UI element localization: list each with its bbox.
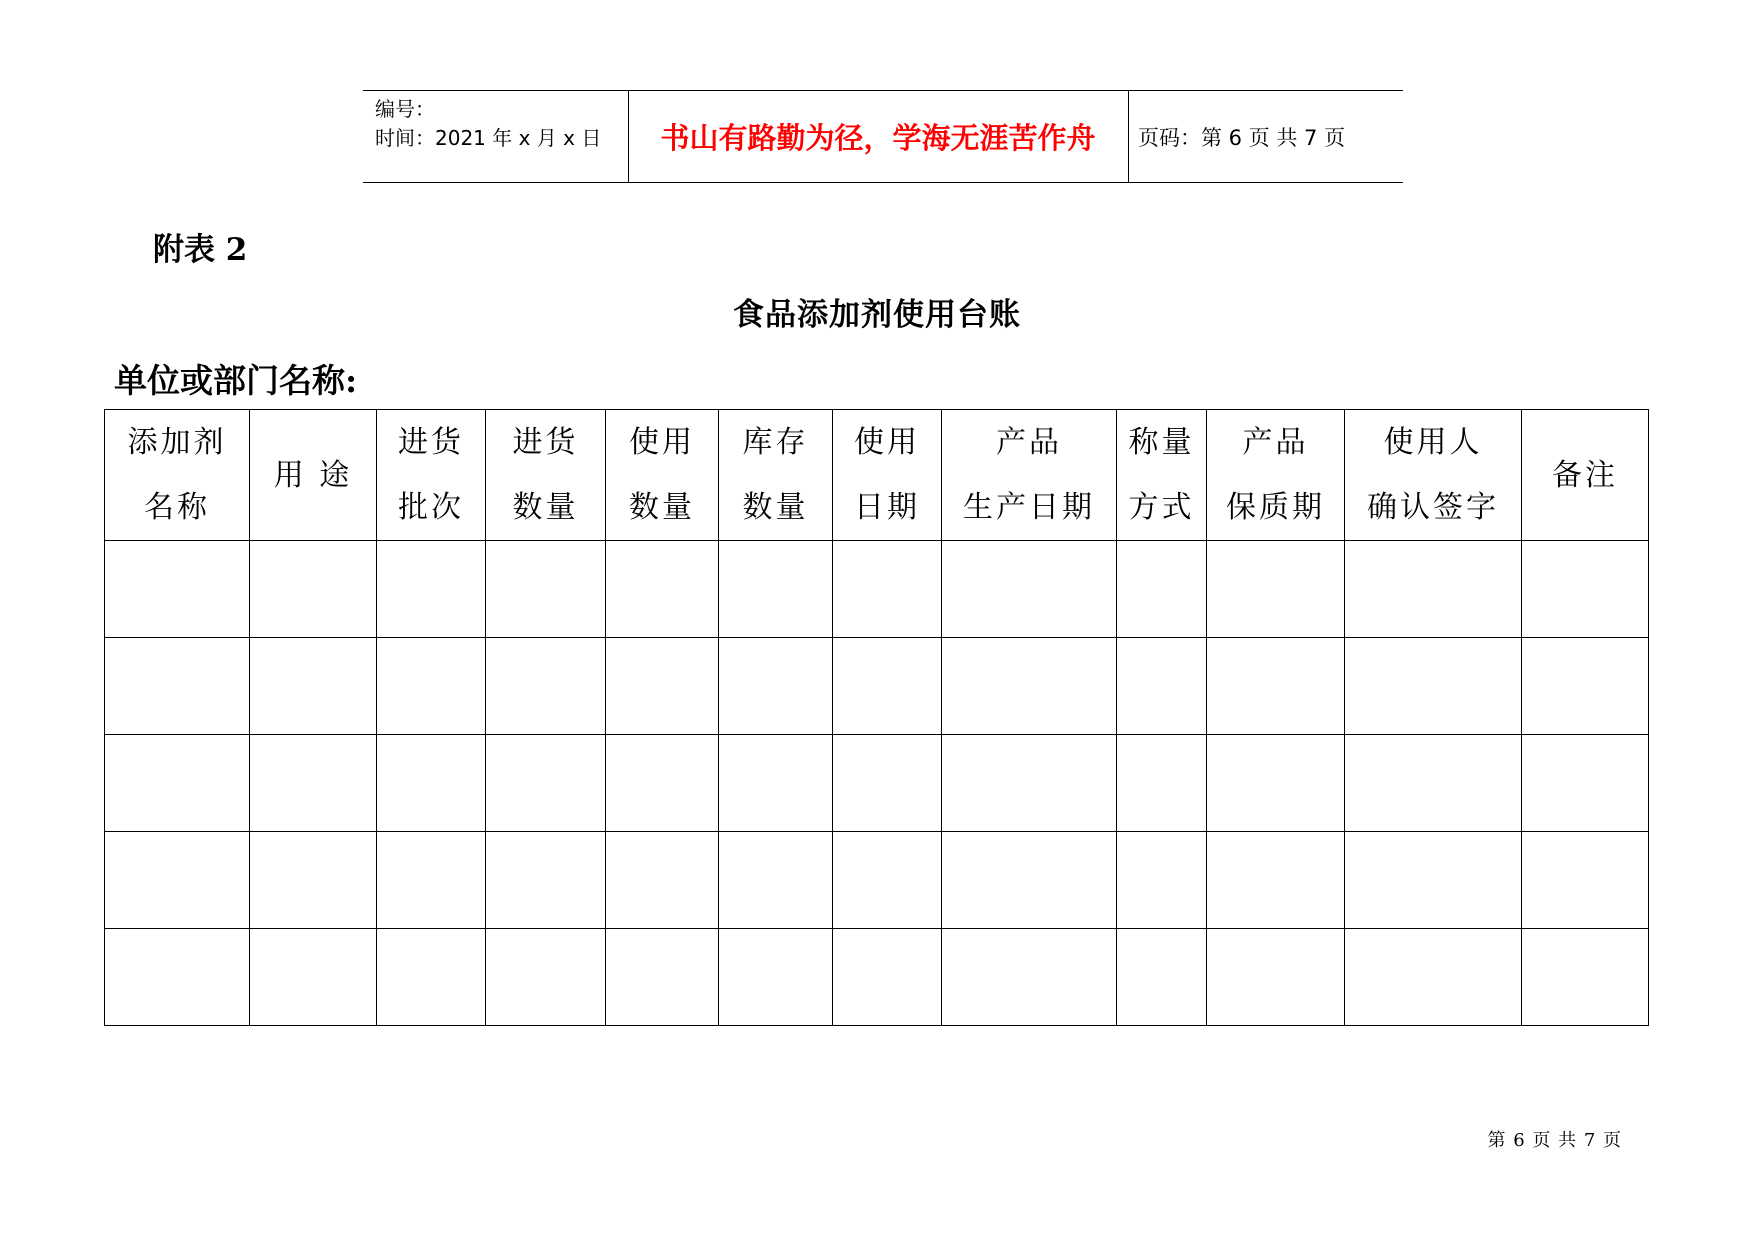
column-header <box>1117 410 1207 541</box>
column-header-line: 数量 <box>512 490 579 525</box>
column-header-line: 名称 <box>144 490 210 525</box>
column-header <box>1345 410 1522 541</box>
column-header-line: 日期 <box>854 490 920 525</box>
column-header-line: 方式 <box>1128 490 1195 525</box>
table-row <box>105 541 1649 638</box>
table-cell[interactable] <box>833 735 942 832</box>
table-cell[interactable] <box>719 735 833 832</box>
table-cell[interactable] <box>942 929 1117 1026</box>
table-cell[interactable] <box>1345 735 1522 832</box>
table-cell[interactable] <box>606 929 719 1026</box>
column-header <box>377 410 486 541</box>
table-cell[interactable] <box>606 541 719 638</box>
table-cell[interactable] <box>1117 735 1207 832</box>
column-header-line: 备注 <box>1552 457 1618 493</box>
table-row <box>105 929 1649 1026</box>
header-divider <box>628 91 629 182</box>
table-cell[interactable] <box>105 638 250 735</box>
header-motto: 书山有路勤为径，学海无涯苦作舟 <box>660 121 1096 155</box>
table-cell[interactable] <box>719 832 833 929</box>
table-cell[interactable] <box>486 735 606 832</box>
column-header-line: 库存 <box>742 425 809 460</box>
column-header <box>606 410 719 541</box>
table-cell[interactable] <box>719 638 833 735</box>
column-header-line: 确认签字 <box>1367 490 1499 525</box>
table-cell[interactable] <box>833 638 942 735</box>
table-cell[interactable] <box>1207 735 1345 832</box>
table-cell[interactable] <box>1522 832 1649 929</box>
table-cell[interactable] <box>1117 638 1207 735</box>
table-cell[interactable] <box>377 735 486 832</box>
document-title: 食品添加剂使用台账 <box>733 297 1021 333</box>
table-row <box>105 735 1649 832</box>
table-cell[interactable] <box>1522 735 1649 832</box>
table-cell[interactable] <box>1117 929 1207 1026</box>
table-cell[interactable] <box>377 638 486 735</box>
table-cell[interactable] <box>377 832 486 929</box>
table-cell[interactable] <box>942 735 1117 832</box>
header-divider <box>1128 91 1129 182</box>
column-header-line: 使用 <box>629 425 695 460</box>
table-cell[interactable] <box>250 638 377 735</box>
table-cell[interactable] <box>1117 541 1207 638</box>
table-cell[interactable] <box>942 832 1117 929</box>
page-footer: 第 6 页 共 7 页 <box>1487 1130 1622 1151</box>
column-header-line: 保质期 <box>1226 490 1325 525</box>
table-row <box>105 638 1649 735</box>
column-header-line: 生产日期 <box>963 490 1095 525</box>
table-cell[interactable] <box>1345 638 1522 735</box>
table-cell[interactable] <box>250 735 377 832</box>
table-cell[interactable] <box>606 638 719 735</box>
table-cell[interactable] <box>377 929 486 1026</box>
column-header-line: 产品 <box>996 425 1062 460</box>
table-cell[interactable] <box>833 832 942 929</box>
table-cell[interactable] <box>1207 832 1345 929</box>
column-header-line: 数量 <box>629 490 695 525</box>
table-cell[interactable] <box>1522 541 1649 638</box>
column-header <box>250 410 377 541</box>
table-cell[interactable] <box>105 832 250 929</box>
table-cell[interactable] <box>105 541 250 638</box>
table-header-row <box>105 410 1649 541</box>
column-header <box>105 410 250 541</box>
table-cell[interactable] <box>1522 638 1649 735</box>
table-cell[interactable] <box>1345 929 1522 1026</box>
column-header <box>942 410 1117 541</box>
table-cell[interactable] <box>105 929 250 1026</box>
table-cell[interactable] <box>942 541 1117 638</box>
table-cell[interactable] <box>1207 638 1345 735</box>
table-cell[interactable] <box>486 541 606 638</box>
table-cell[interactable] <box>1207 541 1345 638</box>
table-cell[interactable] <box>833 929 942 1026</box>
additive-ledger-table <box>104 409 1649 1026</box>
time-label: 时间：2021 年 x 月 x 日 <box>375 126 602 150</box>
table-cell[interactable] <box>250 832 377 929</box>
page-header <box>363 90 1403 183</box>
column-header-line: 添加剂 <box>127 425 227 460</box>
column-header-line: 称量 <box>1128 425 1195 460</box>
number-label: 编号： <box>375 97 435 121</box>
table-row <box>105 832 1649 929</box>
table-cell[interactable] <box>1345 541 1522 638</box>
column-header-line: 批次 <box>398 490 464 525</box>
table-cell[interactable] <box>1117 832 1207 929</box>
column-header <box>1207 410 1345 541</box>
table-cell[interactable] <box>606 735 719 832</box>
table-cell[interactable] <box>486 929 606 1026</box>
unit-name-label: 单位或部门名称: <box>114 361 358 400</box>
table-cell[interactable] <box>486 832 606 929</box>
column-header-line: 用 途 <box>273 457 353 493</box>
table-cell[interactable] <box>377 541 486 638</box>
header-meta <box>375 95 601 153</box>
table-cell[interactable] <box>942 638 1117 735</box>
column-header <box>719 410 833 541</box>
column-header <box>833 410 942 541</box>
table-body <box>105 541 1649 1026</box>
table-cell[interactable] <box>1345 832 1522 929</box>
column-header-line: 数量 <box>742 490 809 525</box>
table-cell[interactable] <box>1522 929 1649 1026</box>
column-header <box>1522 410 1649 541</box>
table-cell[interactable] <box>1207 929 1345 1026</box>
table-cell[interactable] <box>606 832 719 929</box>
header-page-info: 页码：第 6 页 共 7 页 <box>1138 125 1346 150</box>
column-header-line: 进货 <box>512 425 579 460</box>
table-cell[interactable] <box>833 541 942 638</box>
table-cell[interactable] <box>719 929 833 1026</box>
column-header <box>486 410 606 541</box>
column-header-line: 使用人 <box>1383 425 1483 460</box>
annex-label: 附表 2 <box>153 232 248 268</box>
column-header-line: 使用 <box>854 425 920 460</box>
table-cell[interactable] <box>486 638 606 735</box>
table-cell[interactable] <box>250 541 377 638</box>
table-cell[interactable] <box>105 735 250 832</box>
table-cell[interactable] <box>719 541 833 638</box>
column-header-line: 进货 <box>398 425 464 460</box>
table-cell[interactable] <box>250 929 377 1026</box>
column-header-line: 产品 <box>1242 425 1309 460</box>
